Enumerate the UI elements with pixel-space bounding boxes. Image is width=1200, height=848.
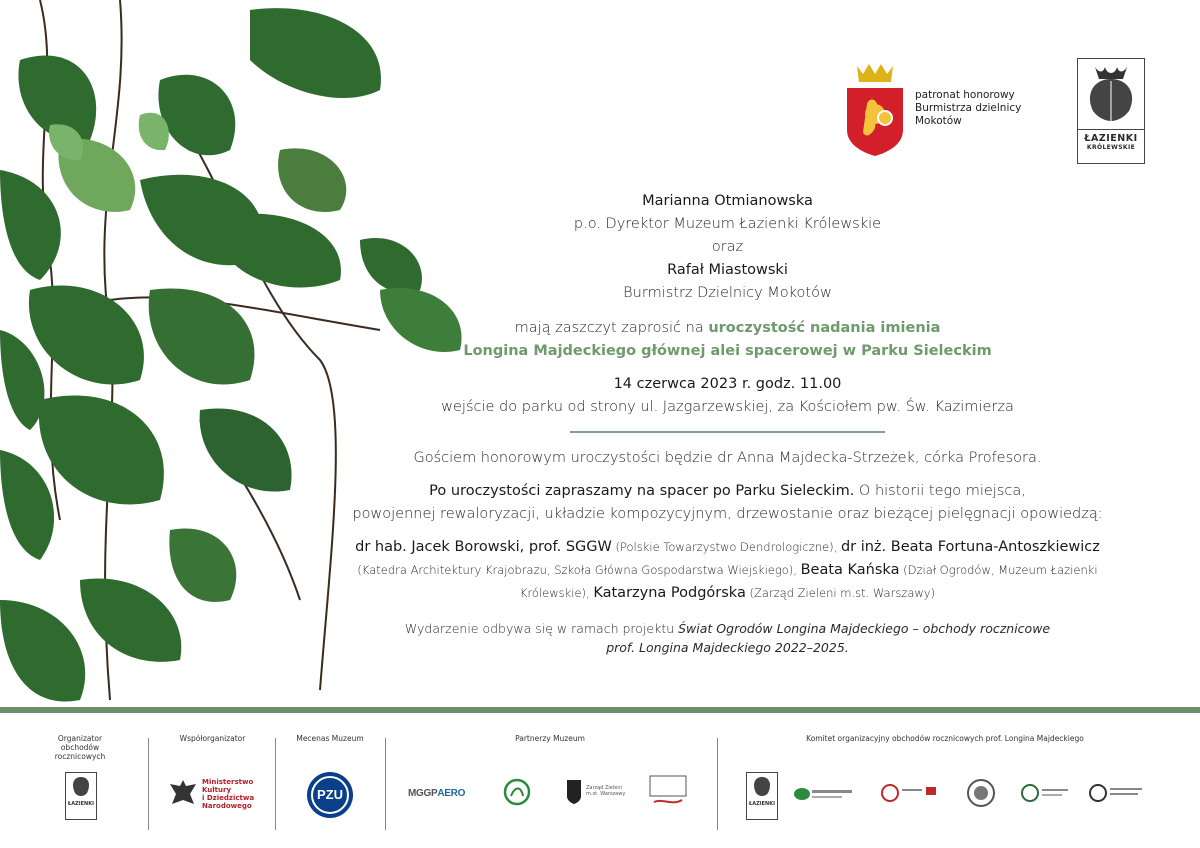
invitation-text — [300, 190, 1155, 657]
patronat-line-1: patronat honorowy — [915, 88, 1015, 101]
host1-name: Marianna Otmianowska — [642, 193, 813, 209]
patron-label: Mecenas Muzeum — [296, 734, 364, 743]
committee-lazienki-icon — [752, 773, 772, 799]
muzeum-partner-logo-icon — [648, 774, 688, 808]
speaker-4-affiliation: (Zarząd Zieleni m.st. Warszawy) — [745, 586, 936, 600]
speaker-3-name: Beata Kańska — [800, 562, 900, 578]
invite-line-1 — [300, 317, 1155, 340]
footer-organizer — [45, 734, 115, 828]
patronat-line-2: Burmistrza dzielnicy — [915, 101, 1022, 114]
pzu-logo — [307, 772, 353, 818]
speakers-line-2 — [300, 559, 1155, 582]
walk-line-2: powojennej rewaloryzacji, układzie kompozycyjnym, drzewostanie oraz bieżącej pielęgnacji opowiedzą: — [352, 506, 1103, 522]
patronat-line-3: Mokotów — [915, 114, 962, 127]
divider — [570, 431, 885, 433]
top-logos — [845, 58, 1145, 168]
speaker-3-affiliation-2: Królewskie), — [519, 586, 594, 600]
co-organizer-label: Współorganizator — [179, 734, 246, 743]
lazienki-sub: KRÓLEWSKIE — [1086, 144, 1136, 151]
speakers-line-1 — [300, 536, 1155, 559]
organizer-lazienki-logo — [65, 772, 97, 820]
ceremony-title-part1: uroczystość nadania imienia — [708, 320, 941, 336]
zarzad-zieleni-logo — [565, 776, 625, 806]
pzu-text: PZU — [311, 776, 349, 814]
organizer-lazienki-name: ŁAZIENKI — [68, 801, 94, 807]
speakers-line-3 — [300, 582, 1155, 605]
host2-title: Burmistrz Dzielnicy Mokotów — [623, 285, 832, 301]
footer-committee — [730, 734, 1160, 828]
host1-title: p.o. Dyrektor Muzeum Łazienki Królewskie — [573, 216, 882, 232]
organizer-label: Organizator obchodów rocznicowych — [54, 734, 106, 761]
speaker-3-affiliation-1: (Dział Ogrodów, Muzeum Łazienki — [899, 563, 1098, 577]
ministry-line-1: Ministerstwo — [202, 778, 254, 786]
entry-info: wejście do parku od strony ul. Jazgarzewskiej, za Kościołem pw. Św. Kazimierza — [441, 399, 1014, 415]
ogrodnictwo-logo-icon — [792, 784, 854, 804]
walk-rest-1: O historii tego miejsca, — [854, 483, 1026, 499]
lazienki-logo — [1077, 58, 1145, 164]
committee-lazienki-logo — [746, 772, 778, 820]
mggp-text: MGGP — [408, 788, 438, 799]
walk-line-1 — [300, 480, 1155, 503]
aero-text: AERO — [437, 788, 466, 799]
project-name-1: Świat Ogrodów Longina Majdeckiego – obchody rocznicowe — [678, 621, 1051, 636]
footer-patron — [290, 734, 370, 828]
speaker-4-name: Katarzyna Podgórska — [593, 585, 746, 601]
event-date: 14 czerwca 2023 r. godz. 11.00 — [613, 376, 842, 392]
project-name-2: prof. Longina Majdeckiego 2022–2025. — [606, 640, 849, 655]
footer-co-organizer — [160, 734, 265, 828]
footer-logos — [0, 734, 1200, 834]
footer-bar — [0, 707, 1200, 713]
partners-label: Partnerzy Muzeum — [515, 734, 585, 743]
guest-of-honor: Gościem honorowym uroczystości będzie dr Anna Majdecka-Strzeżek, córka Profesora. — [413, 450, 1042, 466]
patronat-block — [845, 58, 1033, 158]
conjunction: oraz — [711, 239, 744, 255]
stowarzyszenie-logo-icon — [880, 782, 940, 804]
speaker-2-name: dr inż. Beata Fortuna-Antoszkiewicz — [840, 539, 1100, 555]
mggp-aero-logo — [408, 789, 465, 798]
committee-lazienki-name: ŁAZIENKI — [749, 801, 775, 807]
university-seal-icon — [966, 778, 996, 808]
zarzad-zieleni-icon — [565, 776, 583, 806]
speaker-1-affiliation: (Polskie Towarzystwo Dendrologiczne), — [611, 540, 841, 554]
lazienki-name: ŁAZIENKI — [1078, 129, 1144, 144]
ministry-line-2: Kultury — [202, 786, 232, 794]
zarzad-line-1: Zarząd Zieleni — [586, 785, 622, 791]
walk-invitation: Po uroczystości zapraszamy na spacer po Parku Sieleckim. — [429, 483, 855, 499]
lazienki-mini-icon — [71, 773, 91, 799]
footer-partners — [400, 734, 700, 828]
ministry-line-3: i Dziedzictwa — [202, 794, 255, 802]
committee-label: Komitet organizacyjny obchodów rocznicowych prof. Longina Majdeckiego — [806, 734, 1084, 743]
lazienki-leaf-crown-icon — [1083, 59, 1139, 125]
uniwersytet-logo-icon — [1088, 782, 1144, 804]
project-prefix: Wydarzenie odbywa się w ramach projektu — [404, 621, 679, 636]
sggw-logo-icon — [1020, 782, 1070, 804]
host2-name: Rafał Miastowski — [667, 262, 788, 278]
mokotow-coat-of-arms-icon — [845, 58, 905, 158]
eagle-icon — [168, 778, 198, 810]
sgo-logo-icon — [503, 776, 531, 808]
invite-prefix: mają zaszczyt zaprosić na — [514, 320, 709, 336]
zarzad-line-2: m.st. Warszawy — [586, 791, 626, 797]
speaker-2-affiliation: (Katedra Architektury Krajobrazu, Szkoła Główna Gospodarstwa Wiejskiego), — [357, 563, 801, 577]
ministry-line-4: Narodowego — [202, 802, 252, 810]
speaker-1-name: dr hab. Jacek Borowski, prof. SGGW — [355, 539, 612, 555]
ceremony-title-part2: Longina Majdeckiego głównej alei spacerowej w Parku Sieleckim — [463, 343, 992, 359]
ministry-logo — [168, 778, 254, 810]
project-note — [300, 619, 1155, 657]
